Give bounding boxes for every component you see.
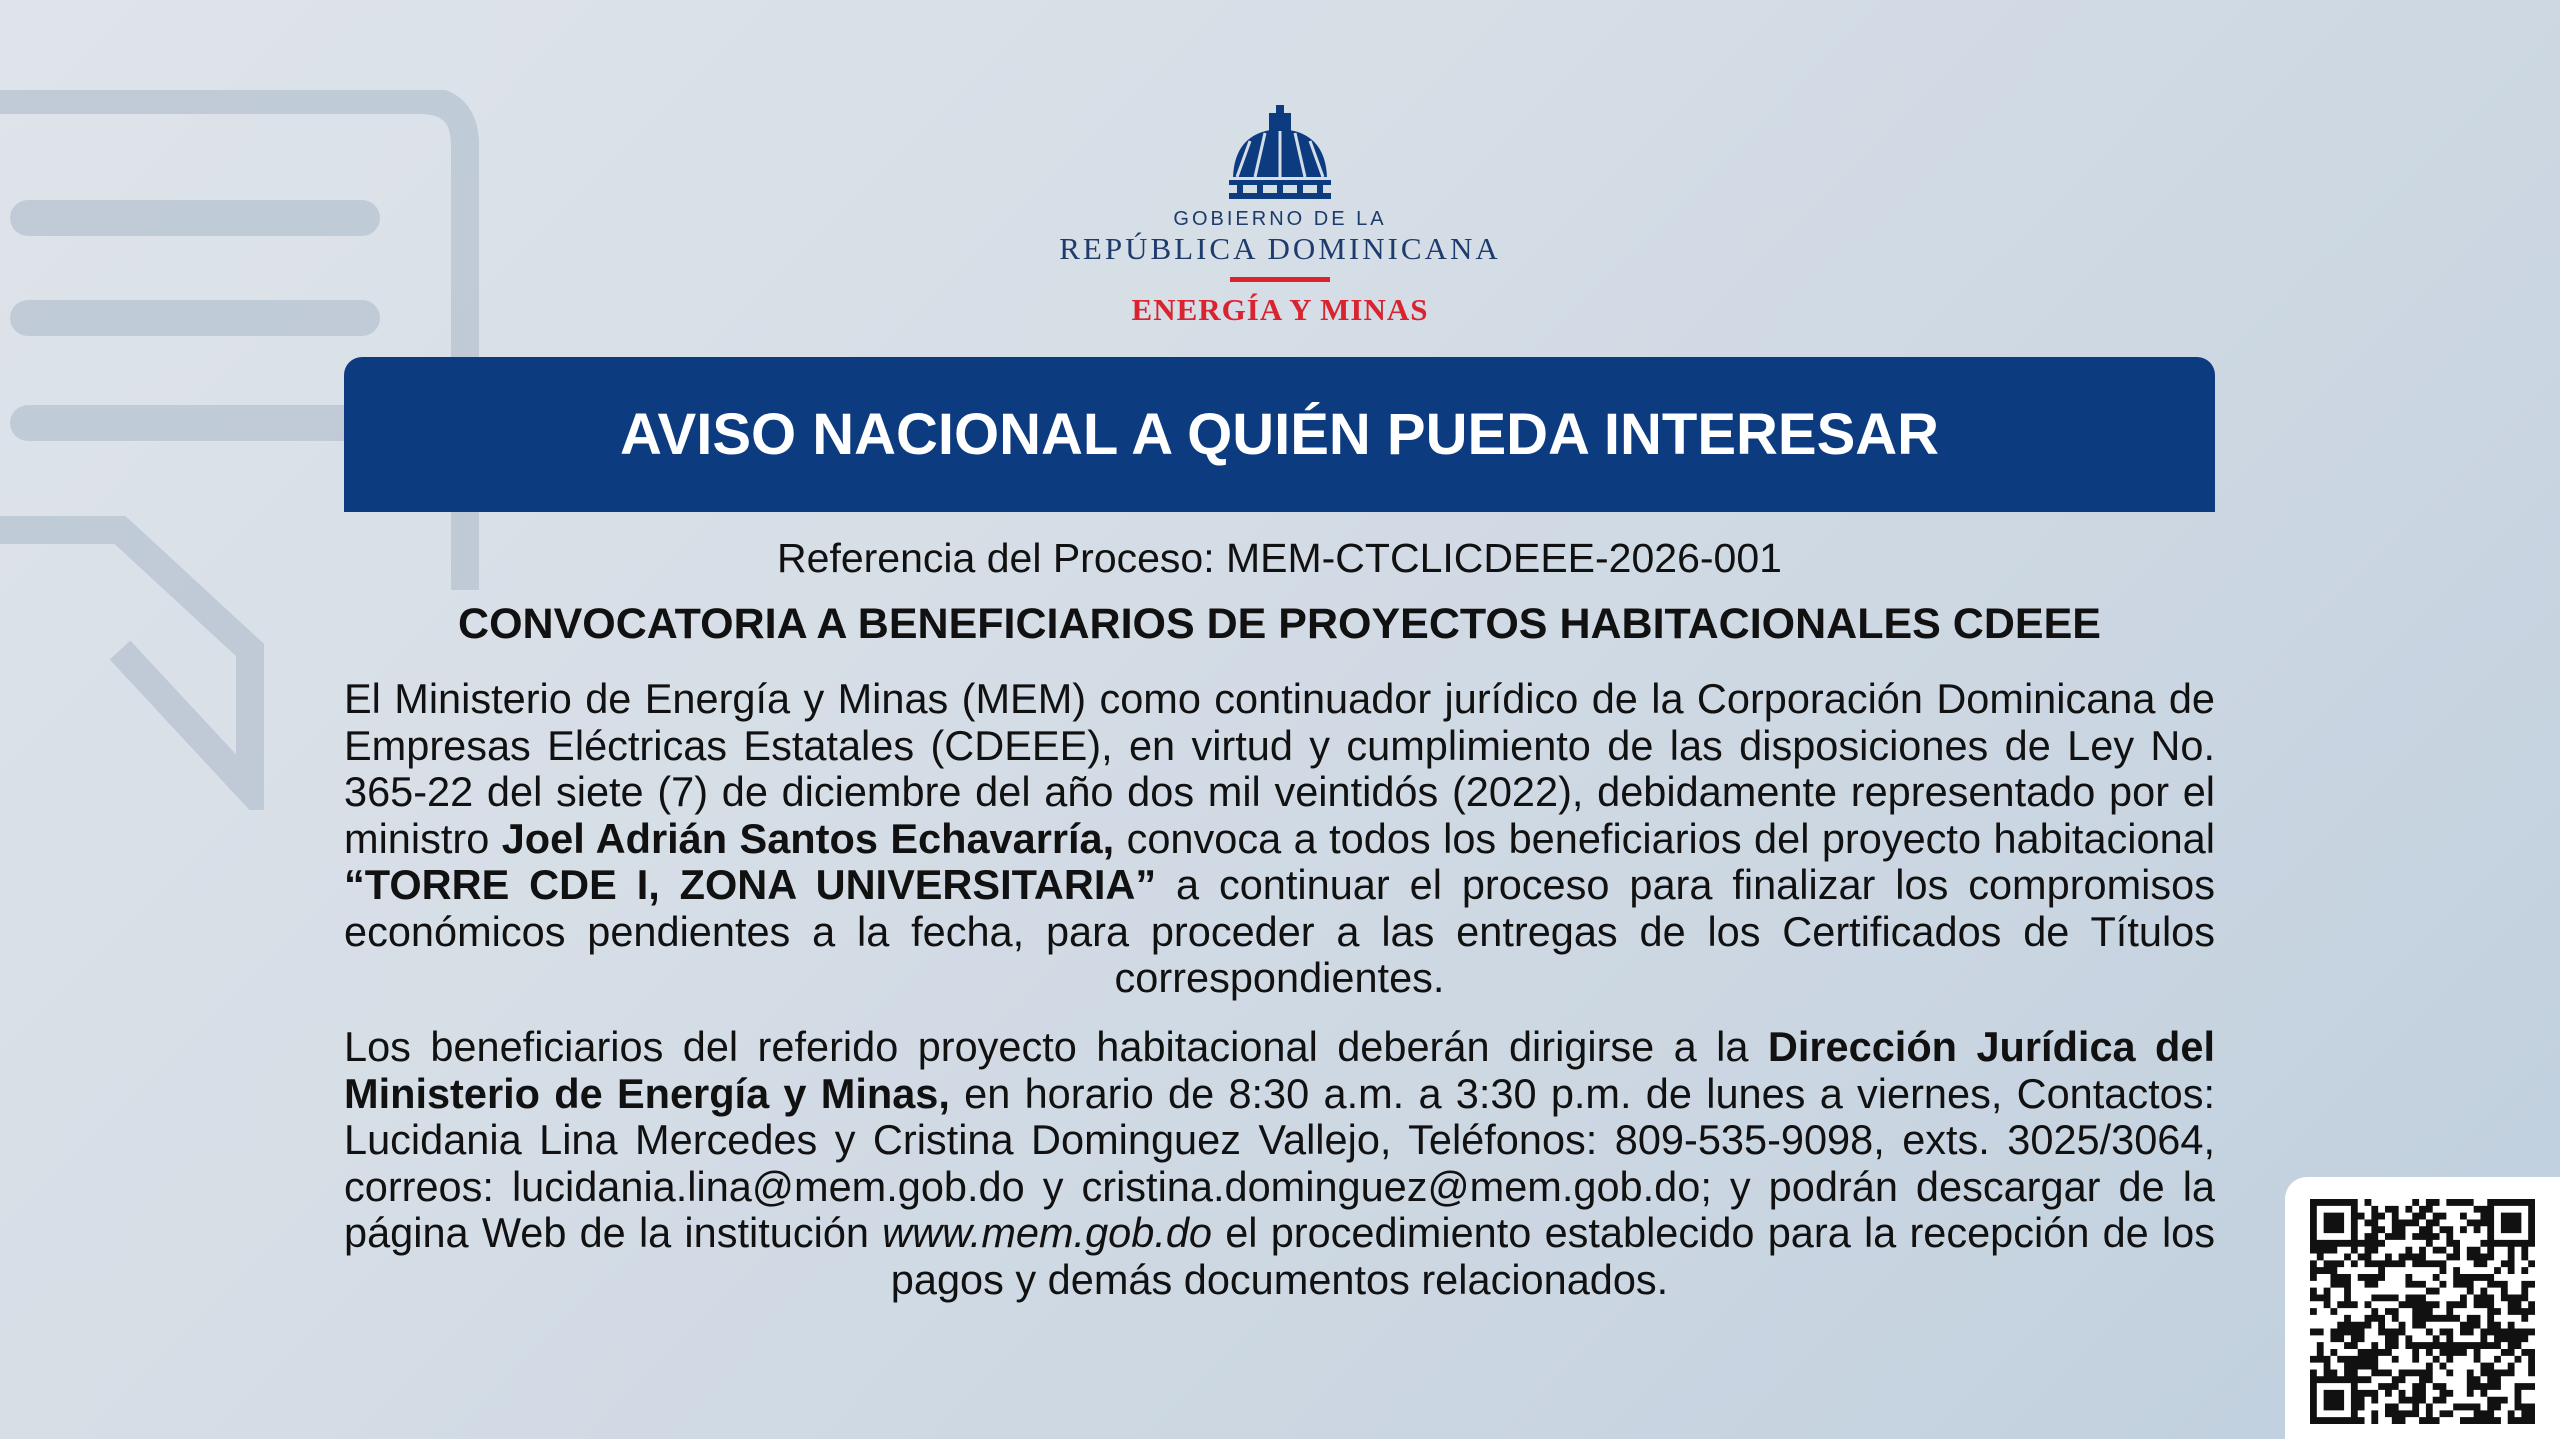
notice-heading: CONVOCATORIA A BENEFICIARIOS DE PROYECTOS HABITACIONALES CDEEE: [458, 600, 2101, 648]
dome-icon: [1225, 105, 1335, 200]
paragraph-1-text: convoca a todos los beneficiarios del proyecto habitacional: [1114, 814, 2215, 862]
paragraph-1: [344, 676, 2215, 1002]
qr-code-panel: [2285, 1177, 2560, 1439]
qr-code-icon[interactable]: [2310, 1199, 2535, 1424]
logo-line-gobierno: GOBIERNO DE LA: [1173, 208, 1387, 230]
page-title: AVISO NACIONAL A QUIÉN PUEDA INTERESAR: [619, 402, 1940, 467]
logo-line-ministry: ENERGÍA Y MINAS: [1131, 292, 1429, 327]
minister-name: Joel Adrián Santos Echavarría,: [501, 814, 1115, 862]
logo-divider: [1230, 277, 1330, 282]
government-logo: [1030, 105, 1530, 328]
paragraph-2-text: en horario de 8:30 a.m. a 3:30 p.m. de lunes a viernes, Contactos: Lucidania Lina Mercedes y Cristina Dominguez Vallejo, Teléfonos: 809-535-9098, exts. 3025/3064, correos: lucidania.lina@mem.gob.do y cristina.dominguez@mem.gob.do; y podrán descargar de la página Web de la institución: [344, 1069, 2215, 1256]
paragraph-2-text: el procedimiento establecido para la recepción de los pagos y demás documentos relacionados.: [890, 1209, 2215, 1303]
process-reference: Referencia del Proceso: MEM-CTCLICDEEE-2026-001: [777, 535, 1782, 581]
title-banner: [344, 357, 2215, 512]
legal-department: Dirección Jurídica del Ministerio de Energía y Minas,: [344, 1023, 2215, 1117]
project-name: “TORRE CDE I, ZONA UNIVERSITARIA”: [344, 861, 1157, 908]
paragraph-2: [344, 1024, 2215, 1303]
paragraph-1-text: El Ministerio de Energía y Minas (MEM) como continuador jurídico de la Corporación Dominicana de Empresas Eléctricas Estatales (CDEEE), en virtud y cumplimiento de las disposiciones de Ley No. 365-22 del siete (7) de diciembre del año dos mil veintidós (2022), debidamente representado por el ministro: [344, 675, 2215, 862]
logo-line-republica: REPÚBLICA DOMINICANA: [1059, 231, 1501, 266]
paragraph-1-text: a continuar el proceso para finalizar los compromisos económicos pendientes a la fecha, para proceder a las entregas de los Certificados de Títulos correspondientes.: [344, 861, 2215, 1001]
paragraph-2-text: Los beneficiarios del referido proyecto habitacional deberán dirigirse a la: [344, 1023, 1768, 1070]
website-link[interactable]: www.mem.gob.do: [882, 1209, 1213, 1256]
